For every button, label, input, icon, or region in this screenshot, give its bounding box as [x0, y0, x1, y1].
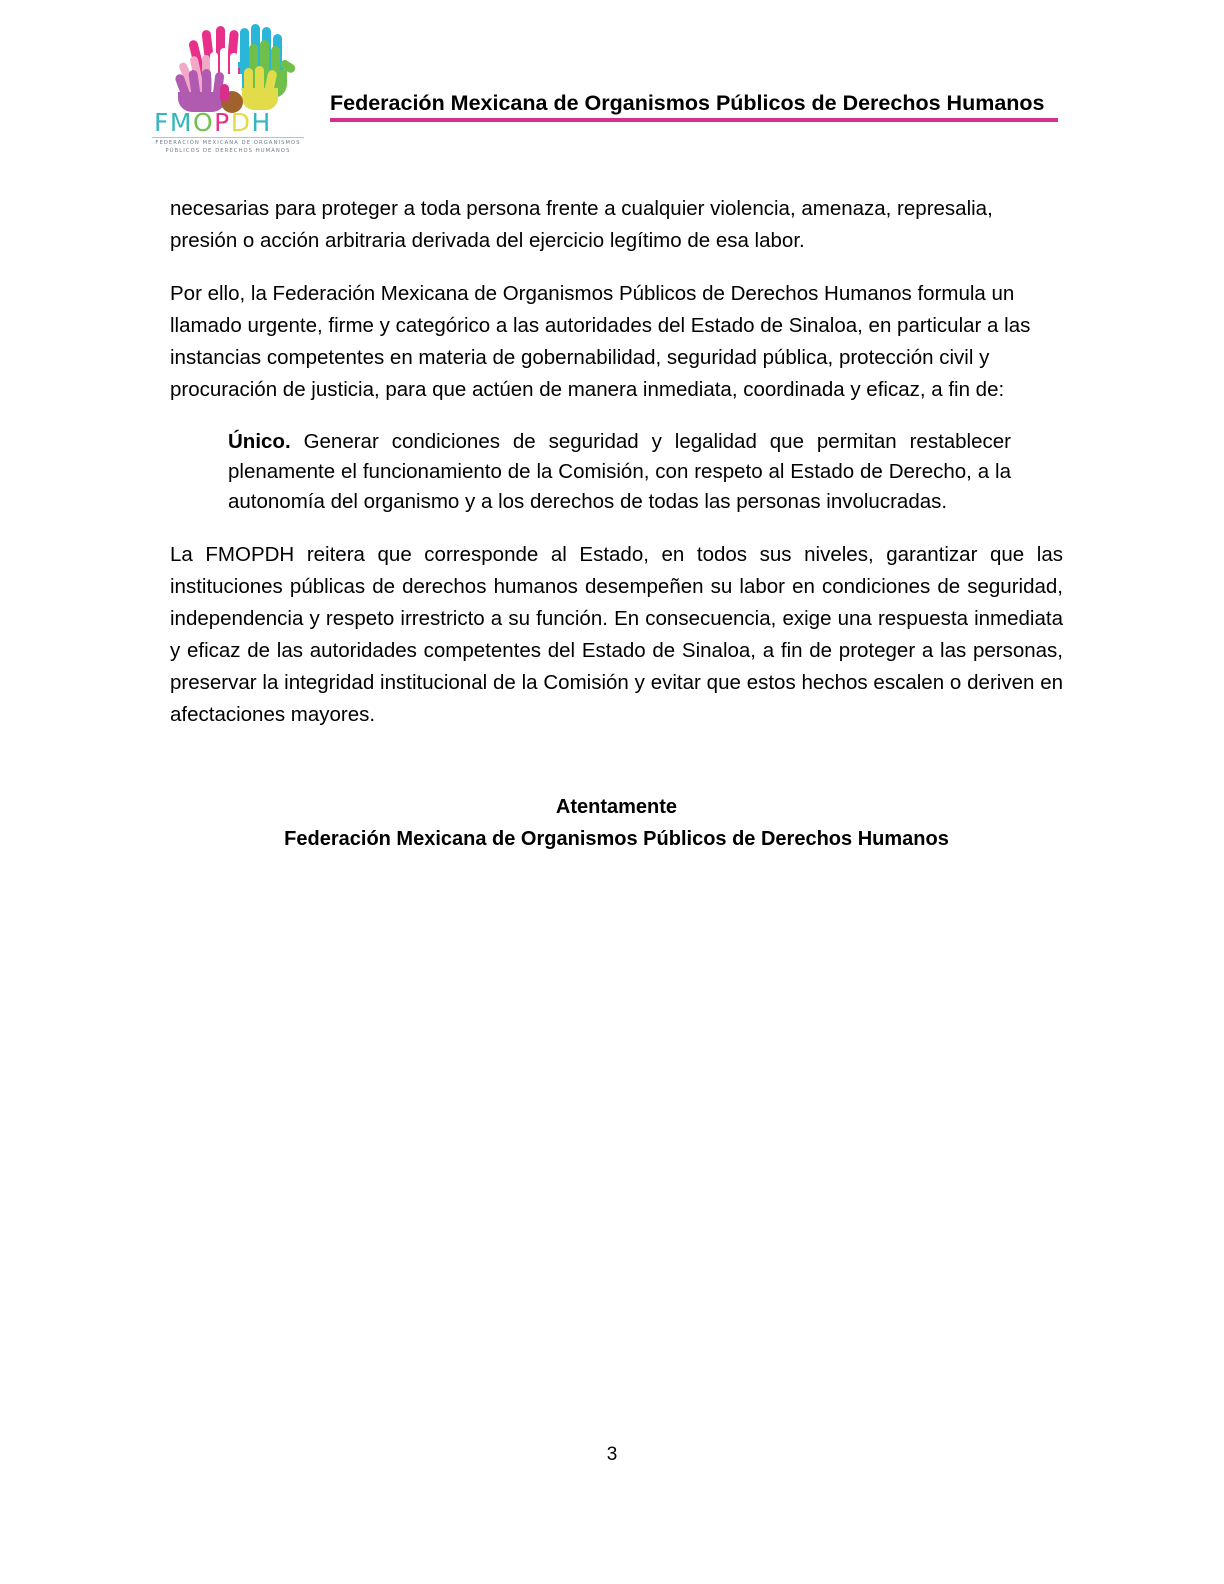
fmopdh-logo	[152, 22, 302, 162]
wordmark-letter-f: F	[154, 108, 170, 137]
logo-tagline-line-1: FEDERACIÓN MEXICANA DE ORGANISMOS	[155, 140, 301, 146]
paragraph-continuation: necesarias para proteger a toda persona frente a cualquier violencia, amenaza, represalia, presión o acción arbitraria derivada del ejercicio legítimo de esa labor.	[170, 197, 993, 252]
wordmark-letter-d: D	[230, 108, 252, 137]
signature-atentamente: Atentamente	[555, 796, 678, 818]
wordmark-letter-p: P	[214, 108, 231, 137]
logo-tagline-line-2: PÚBLICOS DE DERECHOS HUMANOS	[165, 147, 291, 154]
document-header	[0, 0, 1224, 175]
hands-logo-icon	[152, 22, 302, 114]
signature-block	[170, 791, 1063, 855]
unico-body-text: Generar condiciones de seguridad y legalidad que permitan restablecer plenamente el funcionamiento de la Comisión, con respeto al Estado de Derecho, a la autonomía del organismo y a los derechos de todas las personas involucradas.	[228, 430, 1011, 513]
document-body	[170, 193, 1063, 855]
paragraph-unico	[170, 427, 1063, 517]
wordmark-letter-o: O	[192, 108, 215, 137]
header-title: Federación Mexicana de Organismos Públicos de Derechos Humanos	[330, 91, 1045, 115]
wordmark-letter-h: H	[251, 108, 272, 137]
signature-organization: Federación Mexicana de Organismos Públicos de Derechos Humanos	[284, 828, 949, 850]
paragraph-reitera: La FMOPDH reitera que corresponde al Estado, en todos sus niveles, garantizar que las instituciones públicas de derechos humanos desempeñen su labor en condiciones de seguridad, independencia y respeto irrestricto a su función. En consecuencia, exige una respuesta inmediata y eficaz de las autoridades competentes del Estado de Sinaloa, a fin de proteger a las personas, preservar la integridad institucional de la Comisión y evitar que estos hechos escalen o deriven en afectaciones mayores.	[170, 543, 1063, 726]
header-divider-rule	[330, 118, 1058, 122]
paragraph-llamado-urgente: Por ello, la Federación Mexicana de Organismos Públicos de Derechos Humanos formula un llamado urgente, firme y categórico a las autoridades del Estado de Sinaloa, en particular a las instancias competentes en materia de gobernabilidad, seguridad pública, protección civil y procuración de justicia, para que actúen de manera inmediata, coordinada y eficaz, a fin de:	[170, 282, 1031, 401]
page-number: 3	[606, 1444, 618, 1465]
logo-tagline	[152, 137, 304, 156]
logo-wordmark	[154, 110, 300, 135]
wordmark-letter-m: M	[169, 108, 193, 137]
unico-label: Único.	[228, 430, 291, 453]
